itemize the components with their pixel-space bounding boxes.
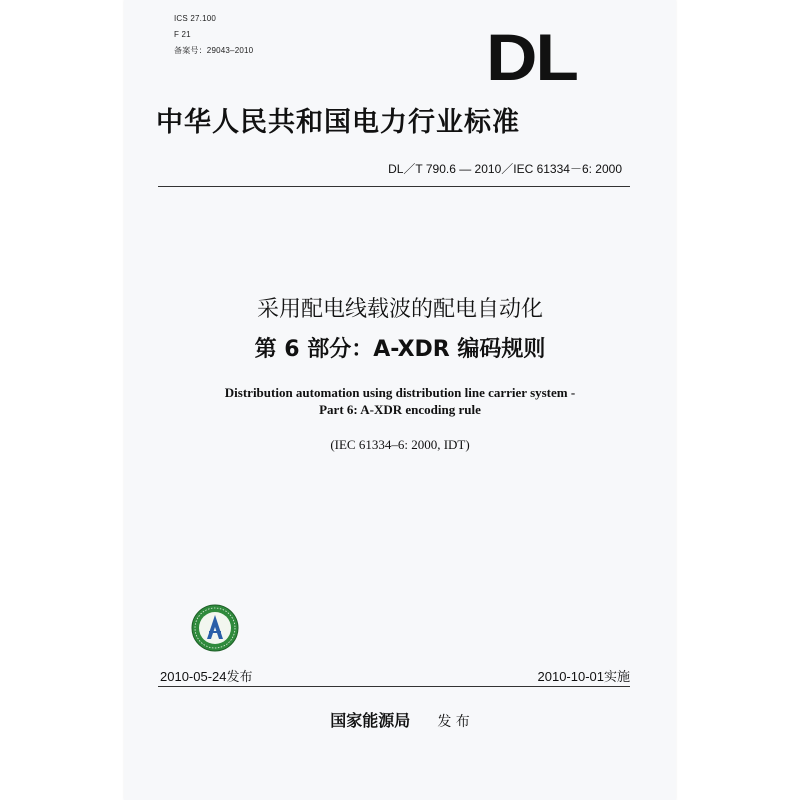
title-zh-line1: 采用配电线载波的配电自动化 <box>256 297 543 322</box>
dl-logo: DL <box>486 20 577 94</box>
ics-code: ICS 27.100 <box>174 14 217 23</box>
top-divider <box>158 186 630 187</box>
publish-label: 发 布 <box>437 714 470 730</box>
record-number: 备案号：29043–2010 <box>174 46 254 55</box>
document-cover <box>124 0 676 800</box>
title-zh-line2: 第 6 部分：A-XDR 编码规则 <box>254 337 546 362</box>
publish-date: 2010-05-24发布 <box>160 669 253 684</box>
standard-number: DL／T 790.6 — 2010／IEC 61334－6: 2000 <box>388 162 622 176</box>
adoption-note: (IEC 61334–6: 2000, IDT) <box>330 437 470 452</box>
title-en-line2: Part 6: A-XDR encoding rule <box>319 402 481 417</box>
title-en-line1: Distribution automation using distribution line carrier system - <box>224 385 576 400</box>
bottom-divider <box>158 686 630 687</box>
publisher-line <box>124 708 676 731</box>
org-title: 中华人民共和国电力行业标准 <box>156 107 520 138</box>
category-code: F 21 <box>174 30 191 39</box>
effective-date: 2010-10-01实施 <box>537 669 630 684</box>
publisher-seal-icon <box>190 603 240 653</box>
publisher-name: 国家能源局 <box>330 711 411 730</box>
